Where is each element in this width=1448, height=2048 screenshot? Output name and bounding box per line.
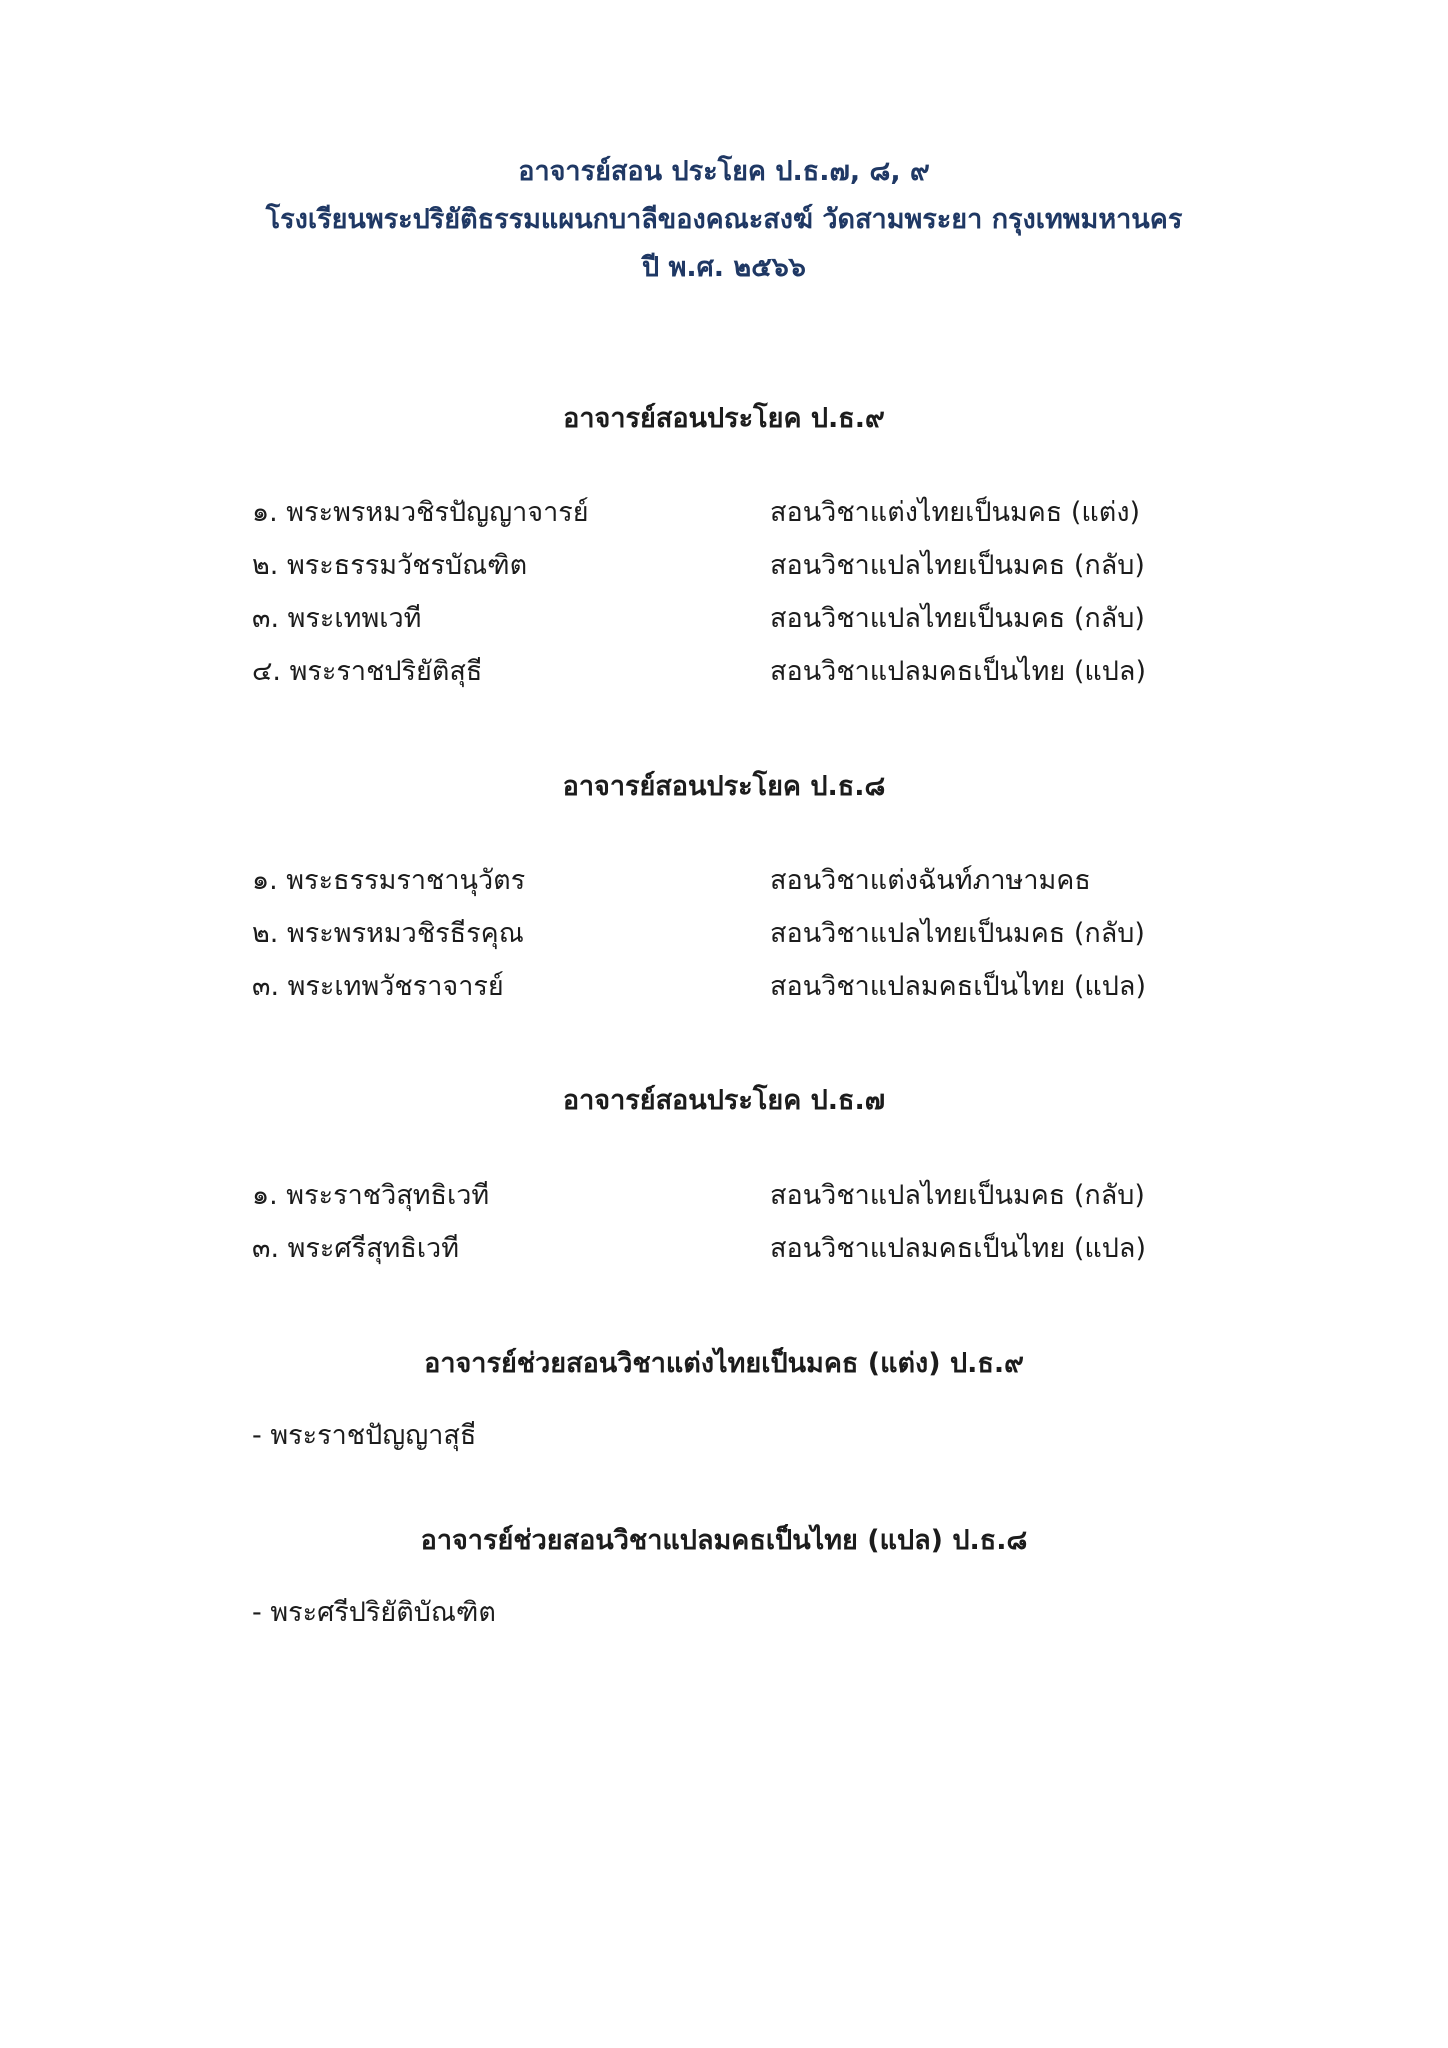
section-heading-pt9: อาจารย์สอนประโยค ป.ธ.๙ — [563, 403, 885, 434]
section-heading-pt7: อาจารย์สอนประโยค ป.ธ.๗ — [562, 1085, 886, 1116]
teacher-subject: สอนวิชาแปลมคธเป็นไทย (แปล) — [770, 1233, 1146, 1264]
teacher-row — [252, 859, 1252, 903]
header-title: อาจารย์สอน ประโยค ป.ธ.๗, ๘, ๙ — [518, 156, 930, 187]
teacher-subject: สอนวิชาแปลไทยเป็นมคธ (กลับ) — [770, 918, 1145, 949]
document-header — [0, 148, 1448, 292]
teacher-subject: สอนวิชาแปลมคธเป็นไทย (แปล) — [770, 971, 1146, 1002]
assistant-item: - พระศรีปริยัติบัณฑิต — [252, 1597, 496, 1628]
header-school: โรงเรียนพระปริยัติธรรมแผนกบาลีของคณะสงฆ์ วัดสามพระยา กรุงเทพมหานคร — [265, 204, 1183, 235]
assistant-heading-composition: อาจารย์ช่วยสอนวิชาแต่งไทยเป็นมคธ (แต่ง) ป.ธ.๙ — [424, 1348, 1024, 1379]
teacher-name: ๒. พระพรหมวชิรธีรคุณ — [252, 918, 524, 949]
teacher-name: ๓. พระศรีสุทธิเวที — [252, 1233, 460, 1264]
teacher-subject: สอนวิชาแปลมคธเป็นไทย (แปล) — [770, 656, 1146, 687]
teacher-name: ๑. พระราชวิสุทธิเวที — [252, 1180, 490, 1211]
teacher-name: ๓. พระเทพเวที — [252, 603, 422, 634]
teacher-name: ๑. พระธรรมราชานุวัตร — [252, 865, 526, 896]
teacher-subject: สอนวิชาแต่งไทยเป็นมคธ (แต่ง) — [770, 497, 1141, 528]
teacher-row — [252, 650, 1252, 694]
header-year: ปี พ.ศ. ๒๕๖๖ — [642, 252, 806, 283]
teacher-row — [252, 1174, 1252, 1218]
teacher-name: ๓. พระเทพวัชราจารย์ — [252, 971, 504, 1002]
teacher-row — [252, 912, 1252, 956]
teacher-subject: สอนวิชาแปลไทยเป็นมคธ (กลับ) — [770, 1180, 1145, 1211]
teacher-subject: สอนวิชาแต่งฉันท์ภาษามคธ — [770, 865, 1091, 896]
teacher-name: ๑. พระพรหมวชิรปัญญาจารย์ — [252, 497, 589, 528]
section-heading-pt8: อาจารย์สอนประโยค ป.ธ.๘ — [562, 771, 886, 802]
teacher-row — [252, 491, 1252, 535]
teacher-subject: สอนวิชาแปลไทยเป็นมคธ (กลับ) — [770, 603, 1145, 634]
assistant-item: - พระราชปัญญาสุธี — [252, 1420, 477, 1451]
assistant-heading-translation: อาจารย์ช่วยสอนวิชาแปลมคธเป็นไทย (แปล) ป.ธ.๘ — [420, 1525, 1028, 1556]
teacher-row — [252, 597, 1252, 641]
teacher-row — [252, 1227, 1252, 1271]
teacher-row — [252, 544, 1252, 588]
teacher-name: ๒. พระธรรมวัชรบัณฑิต — [252, 550, 528, 581]
teacher-row — [252, 965, 1252, 1009]
teacher-subject: สอนวิชาแปลไทยเป็นมคธ (กลับ) — [770, 550, 1145, 581]
teacher-name: ๔. พระราชปริยัติสุธี — [252, 656, 483, 687]
